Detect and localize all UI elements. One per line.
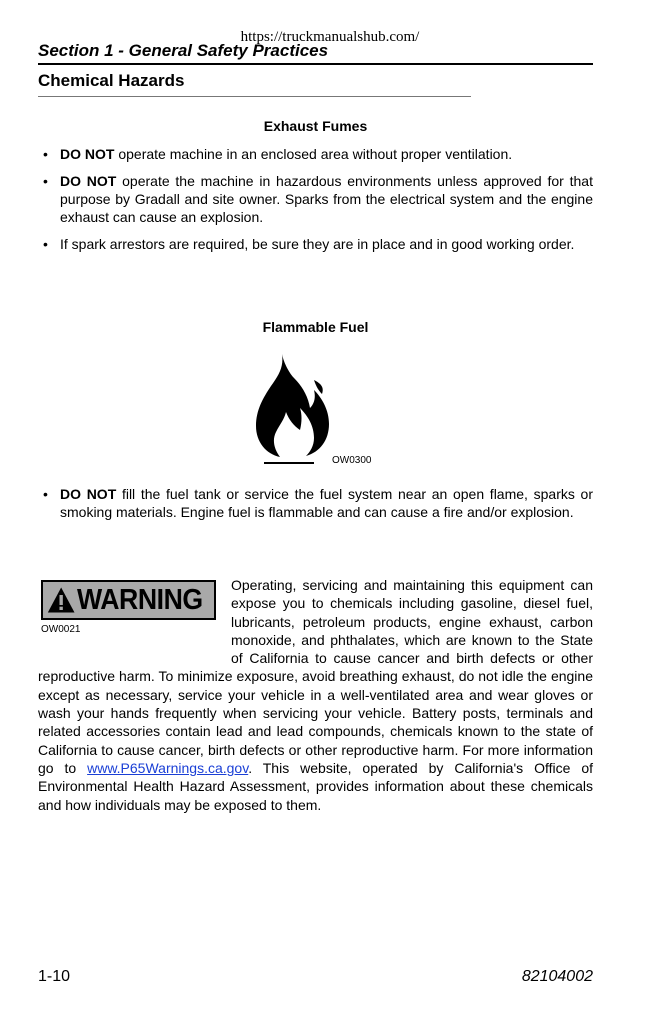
warning-figure-code: OW0021 — [41, 624, 81, 635]
bullet-emphasis: DO NOT — [60, 173, 117, 189]
p65-warnings-link[interactable]: www.P65Warnings.ca.gov — [87, 759, 249, 776]
fuel-bullet-1: • DO NOT fill the fuel tank or service the fuel system near an open flame, sparks or smoking materials. Engine fuel is flammable and can cause a fire and/or explosion. — [43, 486, 593, 520]
fuel-figure-code: OW0300 — [332, 455, 372, 466]
warning-word: WARNING — [77, 584, 204, 616]
bullet-text: If spark arrestors are required, be sure they are in place and in good working order. — [60, 236, 575, 252]
exhaust-bullet-list — [38, 145, 593, 262]
bullet-emphasis: DO NOT — [60, 486, 117, 502]
section-divider — [38, 63, 593, 65]
section-title: Section 1 - General Safety Practices — [38, 41, 329, 60]
flame-icon — [254, 352, 334, 464]
bullet-text: fill the fuel tank or service the fuel system near an open flame, sparks or smoking materials. Engine fuel is flammable and can cause a fire and/or explosion. — [60, 486, 593, 520]
exhaust-bullet-1: • DO NOT operate machine in an enclosed area without proper ventilation. — [43, 146, 513, 162]
fuel-bullet-list — [38, 485, 593, 530]
warning-label-spacer — [38, 576, 231, 666]
subsection-title: Chemical Hazards — [38, 71, 185, 90]
subsection-divider — [38, 96, 471, 97]
prop65-text: Operating, servicing and maintaining this equipment can expose you to chemicals including gasoline, diesel fuel, lubricants, petroleum products, engine exhaust, carbon monoxide, and phthalates, which are known to the State of California to cause cancer and birth defects or other reproductive harm. To minimize exposure, avoid breathing exhaust, do not idle the engine except as necessary, service your vehicle in a well-ventilated area and wear gloves or wash your hands frequently when servicing your vehicle. Battery posts, terminals and related accessories contain lead and lead compounds, chemicals known to the state of California to cause cancer, birth defects or other reproductive harm. For more information go to — [38, 577, 593, 776]
bullet-text: operate the machine in hazardous environments unless approved for that purpose by Gradall and site owner. Sparks from the electrical system and the engine exhaust can cause an explosion. — [60, 173, 593, 225]
page-number: 1-10 — [38, 968, 71, 985]
prop65-text-end: . This website, operated by California's Office of Environmental Health Hazard Assessment, provides information about these chemicals and how individuals may be exposed to them. — [38, 759, 593, 813]
document-number: 82104002 — [521, 968, 593, 985]
bullet-text: operate machine in an enclosed area without proper ventilation. — [114, 146, 513, 162]
exhaust-heading: Exhaust Fumes — [263, 118, 368, 134]
source-url: https://truckmanualshub.com/ — [240, 29, 420, 45]
exhaust-bullet-2: • DO NOT operate the machine in hazardous environments unless approved for that purpose by Gradall and site owner. Sparks from the electrical system and the engine exhaust can cause an explosion. — [43, 173, 593, 225]
bullet-emphasis: DO NOT — [60, 146, 115, 162]
fuel-heading: Flammable Fuel — [262, 319, 369, 335]
exhaust-bullet-3: • If spark arrestors are required, be sure they are in place and in good working order. — [43, 236, 575, 252]
prop65-warning-paragraph — [38, 576, 593, 814]
